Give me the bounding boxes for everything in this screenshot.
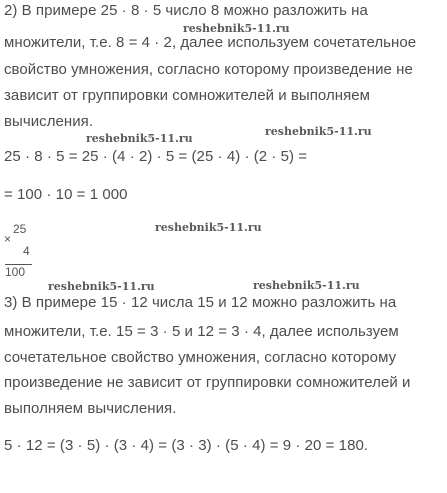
- paragraph3-line-3: сочетательное свойство умножения, согласно которому: [4, 349, 397, 366]
- paragraph3-line-5: выполняем вычисления.: [4, 400, 177, 417]
- paragraph3-line-1: 3) В примере 15 · 12 числа 15 и 12 можно разложить на: [4, 294, 397, 311]
- watermark: reshebnik5-11.ru: [265, 125, 372, 138]
- watermark: reshebnik5-11.ru: [183, 22, 290, 35]
- paragraph2-line-2: множители, т.е. 8 = 4 · 2, далее используем сочетательное: [4, 34, 417, 51]
- equation-3: 5 · 12 = (3 · 5) · (3 · 4) = (3 · 3) · (5 · 4) = 9 · 20 = 180.: [4, 437, 369, 454]
- watermark: reshebnik5-11.ru: [253, 279, 360, 292]
- paragraph2-line-5: вычисления.: [4, 113, 94, 130]
- paragraph2-line-1: 2) В примере 25 · 8 · 5 число 8 можно разложить на: [4, 2, 368, 19]
- paragraph3-line-4: произведение не зависит от группировки сомножителей и: [4, 374, 411, 391]
- watermark: reshebnik5-11.ru: [48, 280, 155, 293]
- equation-2: = 100 · 10 = 1 000: [4, 186, 128, 203]
- column-multiplicand: 25: [13, 222, 27, 236]
- paragraph2-line-4: зависит от группировки сомножителей и выполняем: [4, 87, 371, 104]
- column-times-sign: ×: [4, 232, 12, 246]
- column-multiplier: 4: [23, 244, 30, 258]
- column-result: 100: [5, 265, 26, 279]
- watermark: reshebnik5-11.ru: [86, 132, 193, 145]
- equation-1: 25 · 8 · 5 = 25 · (4 · 2) · 5 = (25 · 4) · (2 · 5) =: [4, 148, 308, 165]
- watermark: reshebnik5-11.ru: [155, 221, 262, 234]
- paragraph2-line-3: свойство умножения, согласно которому произведение не: [4, 61, 413, 78]
- paragraph3-line-2: множители, т.е. 15 = 3 · 5 и 12 = 3 · 4, далее используем: [4, 323, 399, 340]
